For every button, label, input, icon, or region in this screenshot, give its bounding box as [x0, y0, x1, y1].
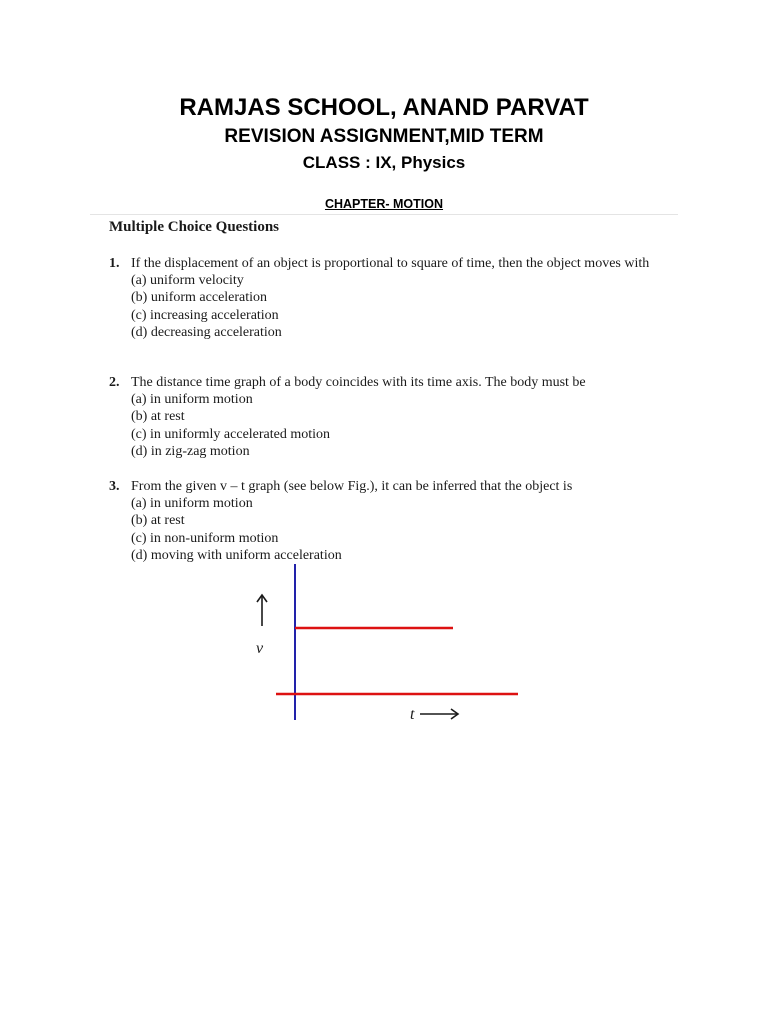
option-c: (c) increasing acceleration [131, 307, 279, 323]
option-d: (d) moving with uniform acceleration [131, 547, 342, 563]
section-title: Multiple Choice Questions [109, 219, 280, 235]
v-axis-label: v [256, 640, 264, 657]
question-number: 1. [109, 256, 120, 271]
chapter-title: CHAPTER- MOTION [324, 197, 444, 211]
assignment-title: REVISION ASSIGNMENT,MID TERM [224, 126, 544, 147]
option-c: (c) in non-uniform motion [131, 530, 279, 546]
question-number: 3. [109, 479, 120, 494]
class-subject: CLASS : IX, Physics [302, 153, 466, 172]
option-b: (b) uniform acceleration [131, 290, 268, 306]
divider-line [90, 214, 678, 215]
question-number: 2. [109, 375, 120, 390]
question-3 [109, 478, 669, 564]
up-arrow-icon [257, 595, 267, 626]
option-a: (a) in uniform motion [131, 496, 253, 511]
right-arrow-icon [420, 709, 458, 719]
question-text: From the given v – t graph (see below Fig.), it can be inferred that the object is [131, 479, 573, 494]
t-axis-label: t [410, 706, 415, 723]
option-b: (b) at rest [131, 409, 185, 425]
options-list [109, 391, 669, 460]
option-c: (c) in uniformly accelerated motion [131, 426, 331, 442]
question-2 [109, 374, 669, 460]
vt-graph-svg [240, 560, 530, 730]
option-a: (a) in uniform motion [131, 392, 253, 407]
option-d: (d) decreasing acceleration [131, 324, 282, 340]
options-list [109, 495, 669, 564]
options-list [109, 272, 669, 341]
vt-graph-figure [240, 560, 530, 730]
question-1 [109, 255, 669, 341]
question-text: The distance time graph of a body coincides with its time axis. The body must be [131, 375, 586, 390]
school-name: RAMJAS SCHOOL, ANAND PARVAT [179, 94, 589, 121]
option-b: (b) at rest [131, 513, 185, 529]
option-a: (a) uniform velocity [131, 273, 244, 288]
option-d: (d) in zig-zag motion [131, 443, 250, 459]
question-text: If the displacement of an object is proportional to square of time, then the object moves with [131, 256, 650, 271]
